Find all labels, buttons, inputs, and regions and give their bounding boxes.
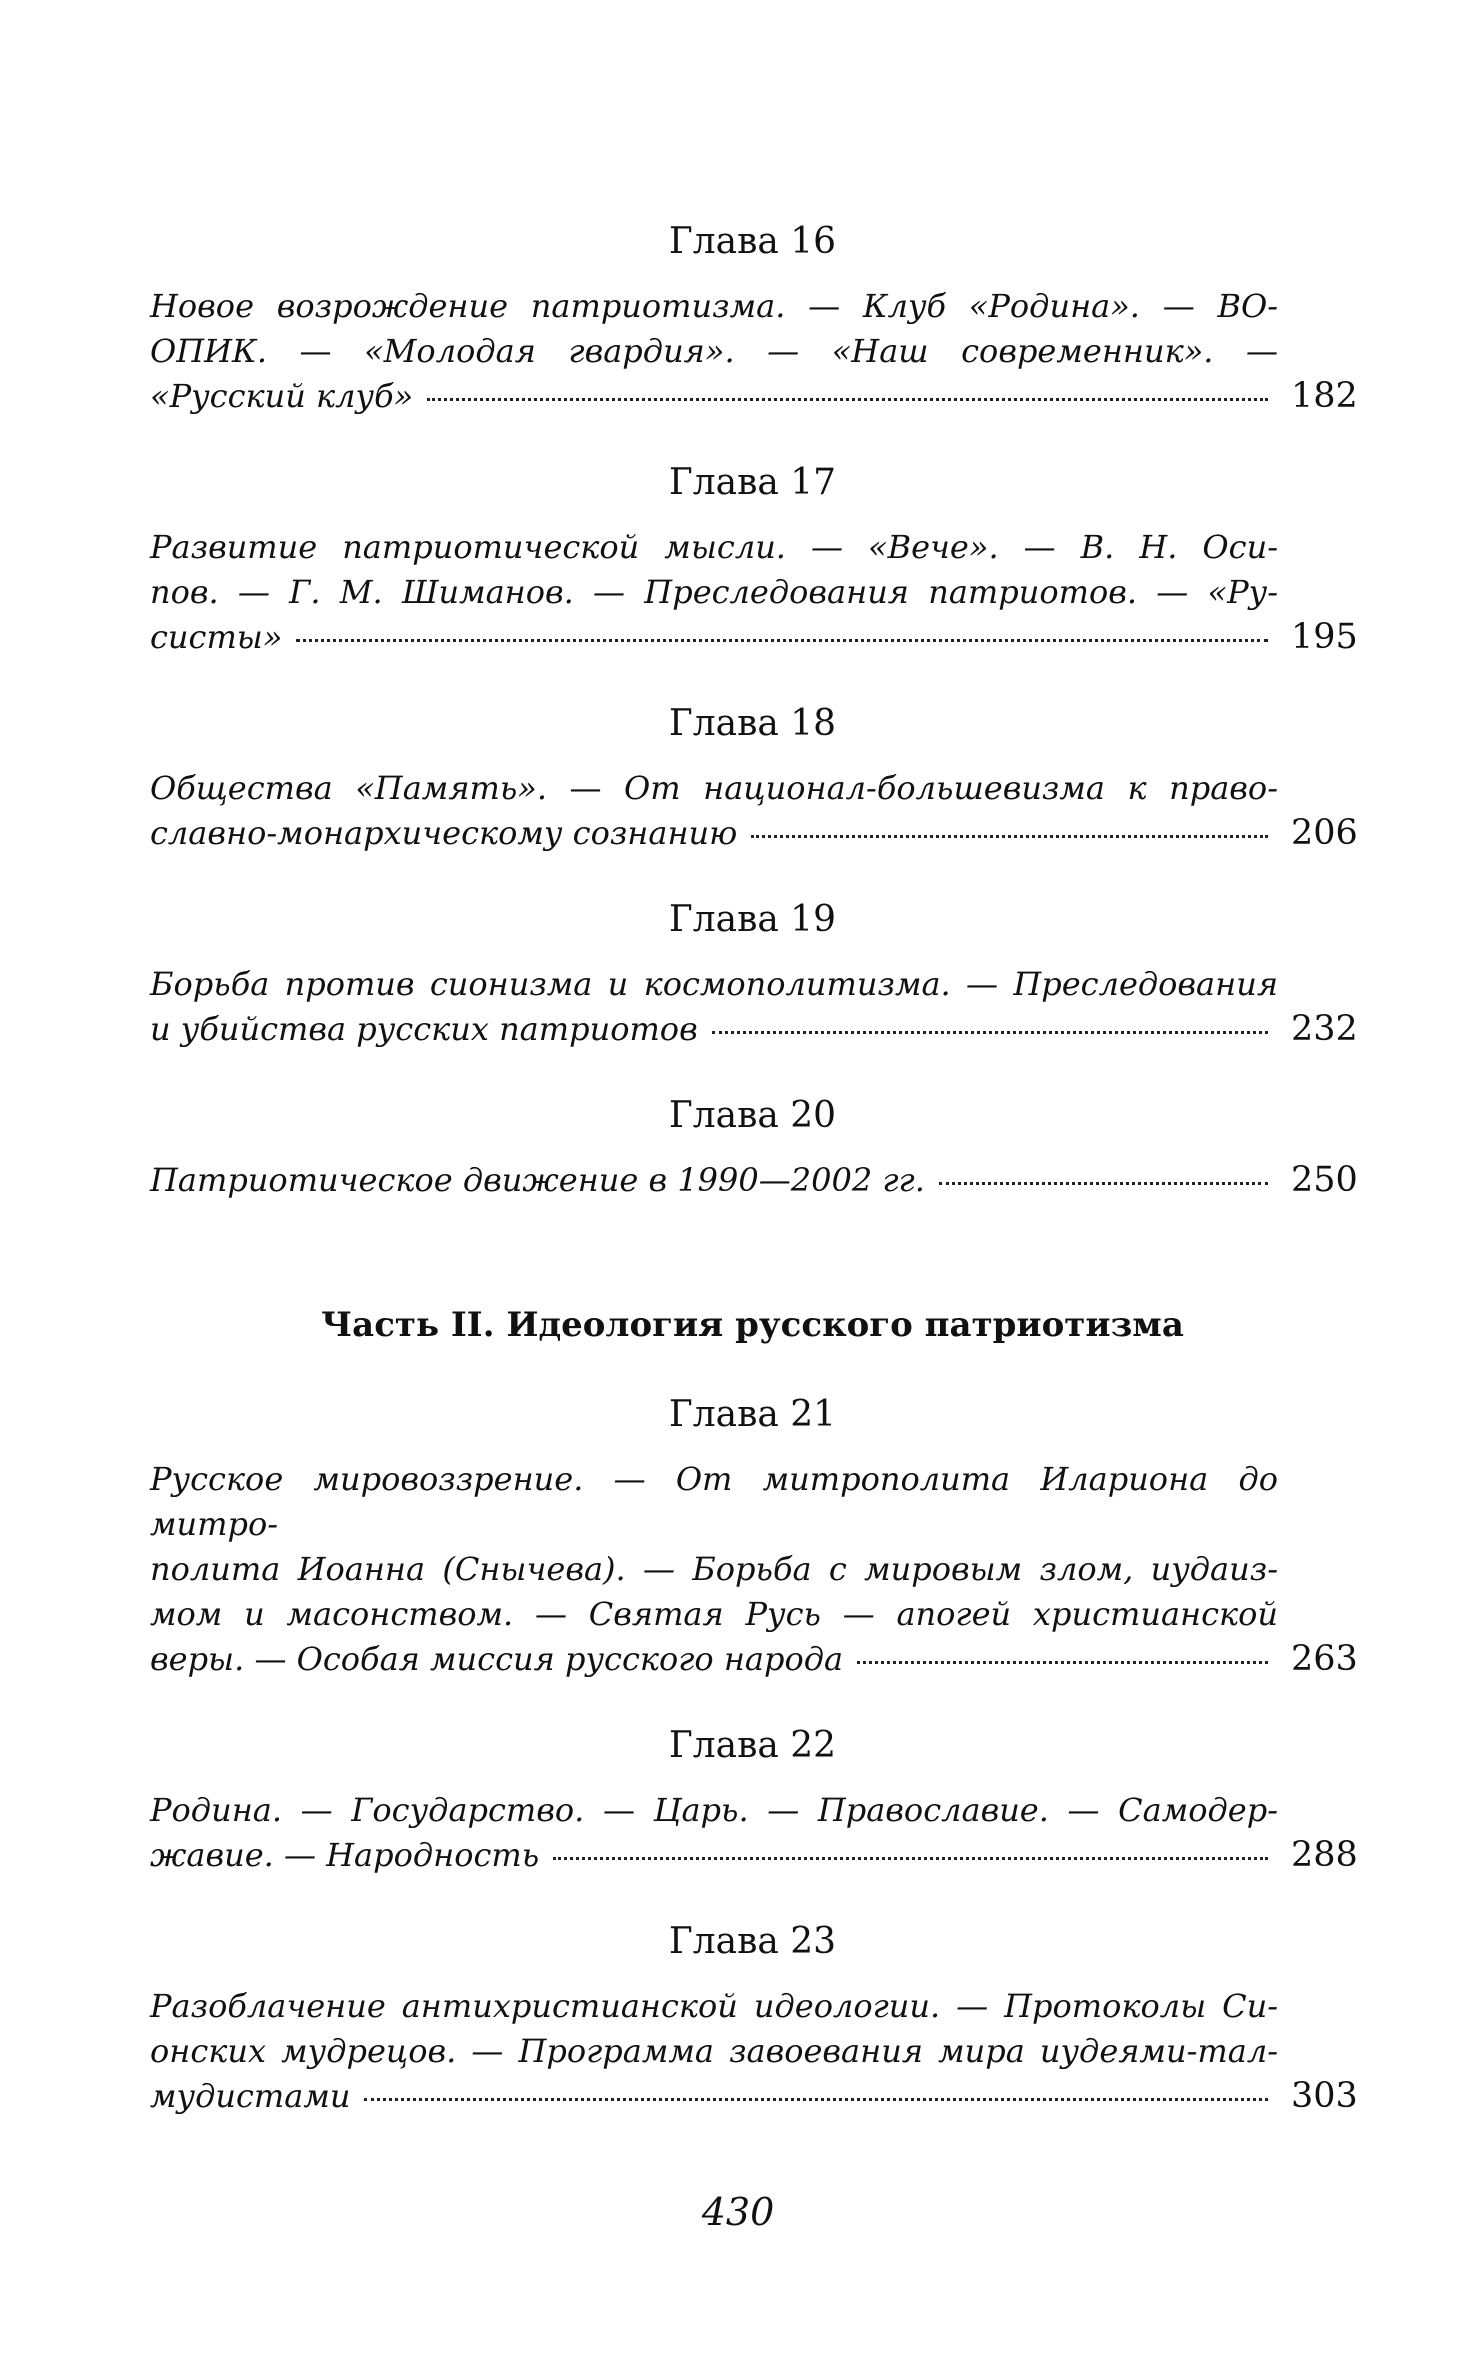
chapter-entry xyxy=(150,1724,1358,1878)
dot-leader xyxy=(553,1857,1268,1860)
description-line-text: мудистами xyxy=(150,2077,351,2115)
description-line-text: славно-монархическому сознанию xyxy=(150,814,738,852)
description-line xyxy=(150,374,1278,419)
chapter-page-number: 303 xyxy=(1291,2076,1358,2116)
description-line-text: веры. — Особая миссия русского народа xyxy=(150,1640,844,1678)
chapter-entry xyxy=(150,1920,1358,2119)
chapter-description xyxy=(150,1788,1358,1878)
chapter-description xyxy=(150,1457,1358,1682)
description-line: Развитие патриотической мысли. — «Вече». — В. Н. Оси- xyxy=(150,528,1278,566)
chapter-page-number: 232 xyxy=(1291,1009,1358,1049)
chapter-title: Глава 22 xyxy=(668,1725,837,1766)
description-line: Разоблачение антихристианской идеологии. — Протоколы Си- xyxy=(150,1987,1278,2025)
chapter-page-number: 195 xyxy=(1291,617,1358,657)
chapter-title: Глава 21 xyxy=(668,1394,837,1435)
description-line: ОПИК. — «Молодая гвардия». — «Наш современник». — xyxy=(150,332,1278,370)
chapter-description xyxy=(150,525,1358,660)
description-line-text: систы» xyxy=(150,618,283,656)
description-line-text: жавие. — Народность xyxy=(150,1836,540,1874)
description-line-text: «Русский клуб» xyxy=(150,377,414,415)
description-line: Новое возрождение патриотизма. — Клуб «Родина». — ВО- xyxy=(150,287,1278,325)
dot-leader xyxy=(751,835,1268,838)
description-line xyxy=(150,615,1278,660)
description-line xyxy=(150,1007,1278,1052)
chapter-title: Глава 20 xyxy=(668,1095,837,1136)
description-line xyxy=(150,2074,1278,2119)
part-two-chapters xyxy=(150,1393,1358,2119)
chapter-page-number: 250 xyxy=(1291,1160,1358,1200)
dot-leader xyxy=(712,1031,1268,1034)
chapter-description xyxy=(150,1984,1358,2119)
chapter-title: Глава 18 xyxy=(668,703,837,744)
description-line: мом и масонством. — Святая Русь — апогей христианской xyxy=(150,1595,1278,1633)
part-one-chapters xyxy=(150,220,1358,1203)
chapter-page-number: 206 xyxy=(1291,813,1358,853)
chapter-page-number: 263 xyxy=(1291,1639,1358,1679)
chapter-entry xyxy=(150,1393,1358,1682)
chapter-description xyxy=(150,1158,1358,1203)
description-line: Русское мировоззрение. — От митрополита Илариона до митро- xyxy=(150,1460,1278,1543)
description-line: Родина. — Государство. — Царь. — Православие. — Самодер- xyxy=(150,1791,1278,1829)
chapter-page-number: 182 xyxy=(1291,376,1358,416)
chapter-description xyxy=(150,962,1358,1052)
description-line: Борьба против сионизма и космополитизма. — Преследования xyxy=(150,965,1278,1003)
chapter-description xyxy=(150,284,1358,419)
description-line-text: Патриотическое движение в 1990—2002 гг. xyxy=(150,1161,925,1199)
chapter-page-number: 288 xyxy=(1291,1835,1358,1875)
page-number: 430 xyxy=(701,2190,775,2234)
dot-leader xyxy=(857,1661,1268,1664)
description-line xyxy=(150,1158,1278,1203)
chapter-entry xyxy=(150,461,1358,660)
dot-leader xyxy=(364,2098,1268,2101)
description-line-text: и убийства русских патриотов xyxy=(150,1010,698,1048)
dot-leader xyxy=(296,639,1268,642)
dot-leader xyxy=(427,398,1268,401)
chapter-entry xyxy=(150,1094,1358,1203)
chapter-title: Глава 17 xyxy=(668,462,837,503)
description-line xyxy=(150,1833,1278,1878)
dot-leader xyxy=(939,1182,1268,1185)
description-line: полита Иоанна (Снычева). — Борьба с мировым злом, иудаиз- xyxy=(150,1550,1278,1588)
chapter-entry xyxy=(150,898,1358,1052)
chapter-entry xyxy=(150,220,1358,419)
part-title: Часть II. Идеология русского патриотизма xyxy=(321,1305,1184,1345)
table-of-contents xyxy=(150,220,1358,2161)
chapter-title: Глава 16 xyxy=(668,221,837,262)
chapter-title: Глава 19 xyxy=(668,899,837,940)
chapter-description xyxy=(150,766,1358,856)
chapter-entry xyxy=(150,702,1358,856)
description-line xyxy=(150,811,1278,856)
description-line: пов. — Г. М. Шиманов. — Преследования патриотов. — «Ру- xyxy=(150,573,1278,611)
chapter-title: Глава 23 xyxy=(668,1921,837,1962)
description-line: Общества «Память». — От национал-большевизма к право- xyxy=(150,769,1278,807)
description-line: онских мудрецов. — Программа завоевания мира иудеями-тал- xyxy=(150,2032,1278,2070)
description-line xyxy=(150,1637,1278,1682)
